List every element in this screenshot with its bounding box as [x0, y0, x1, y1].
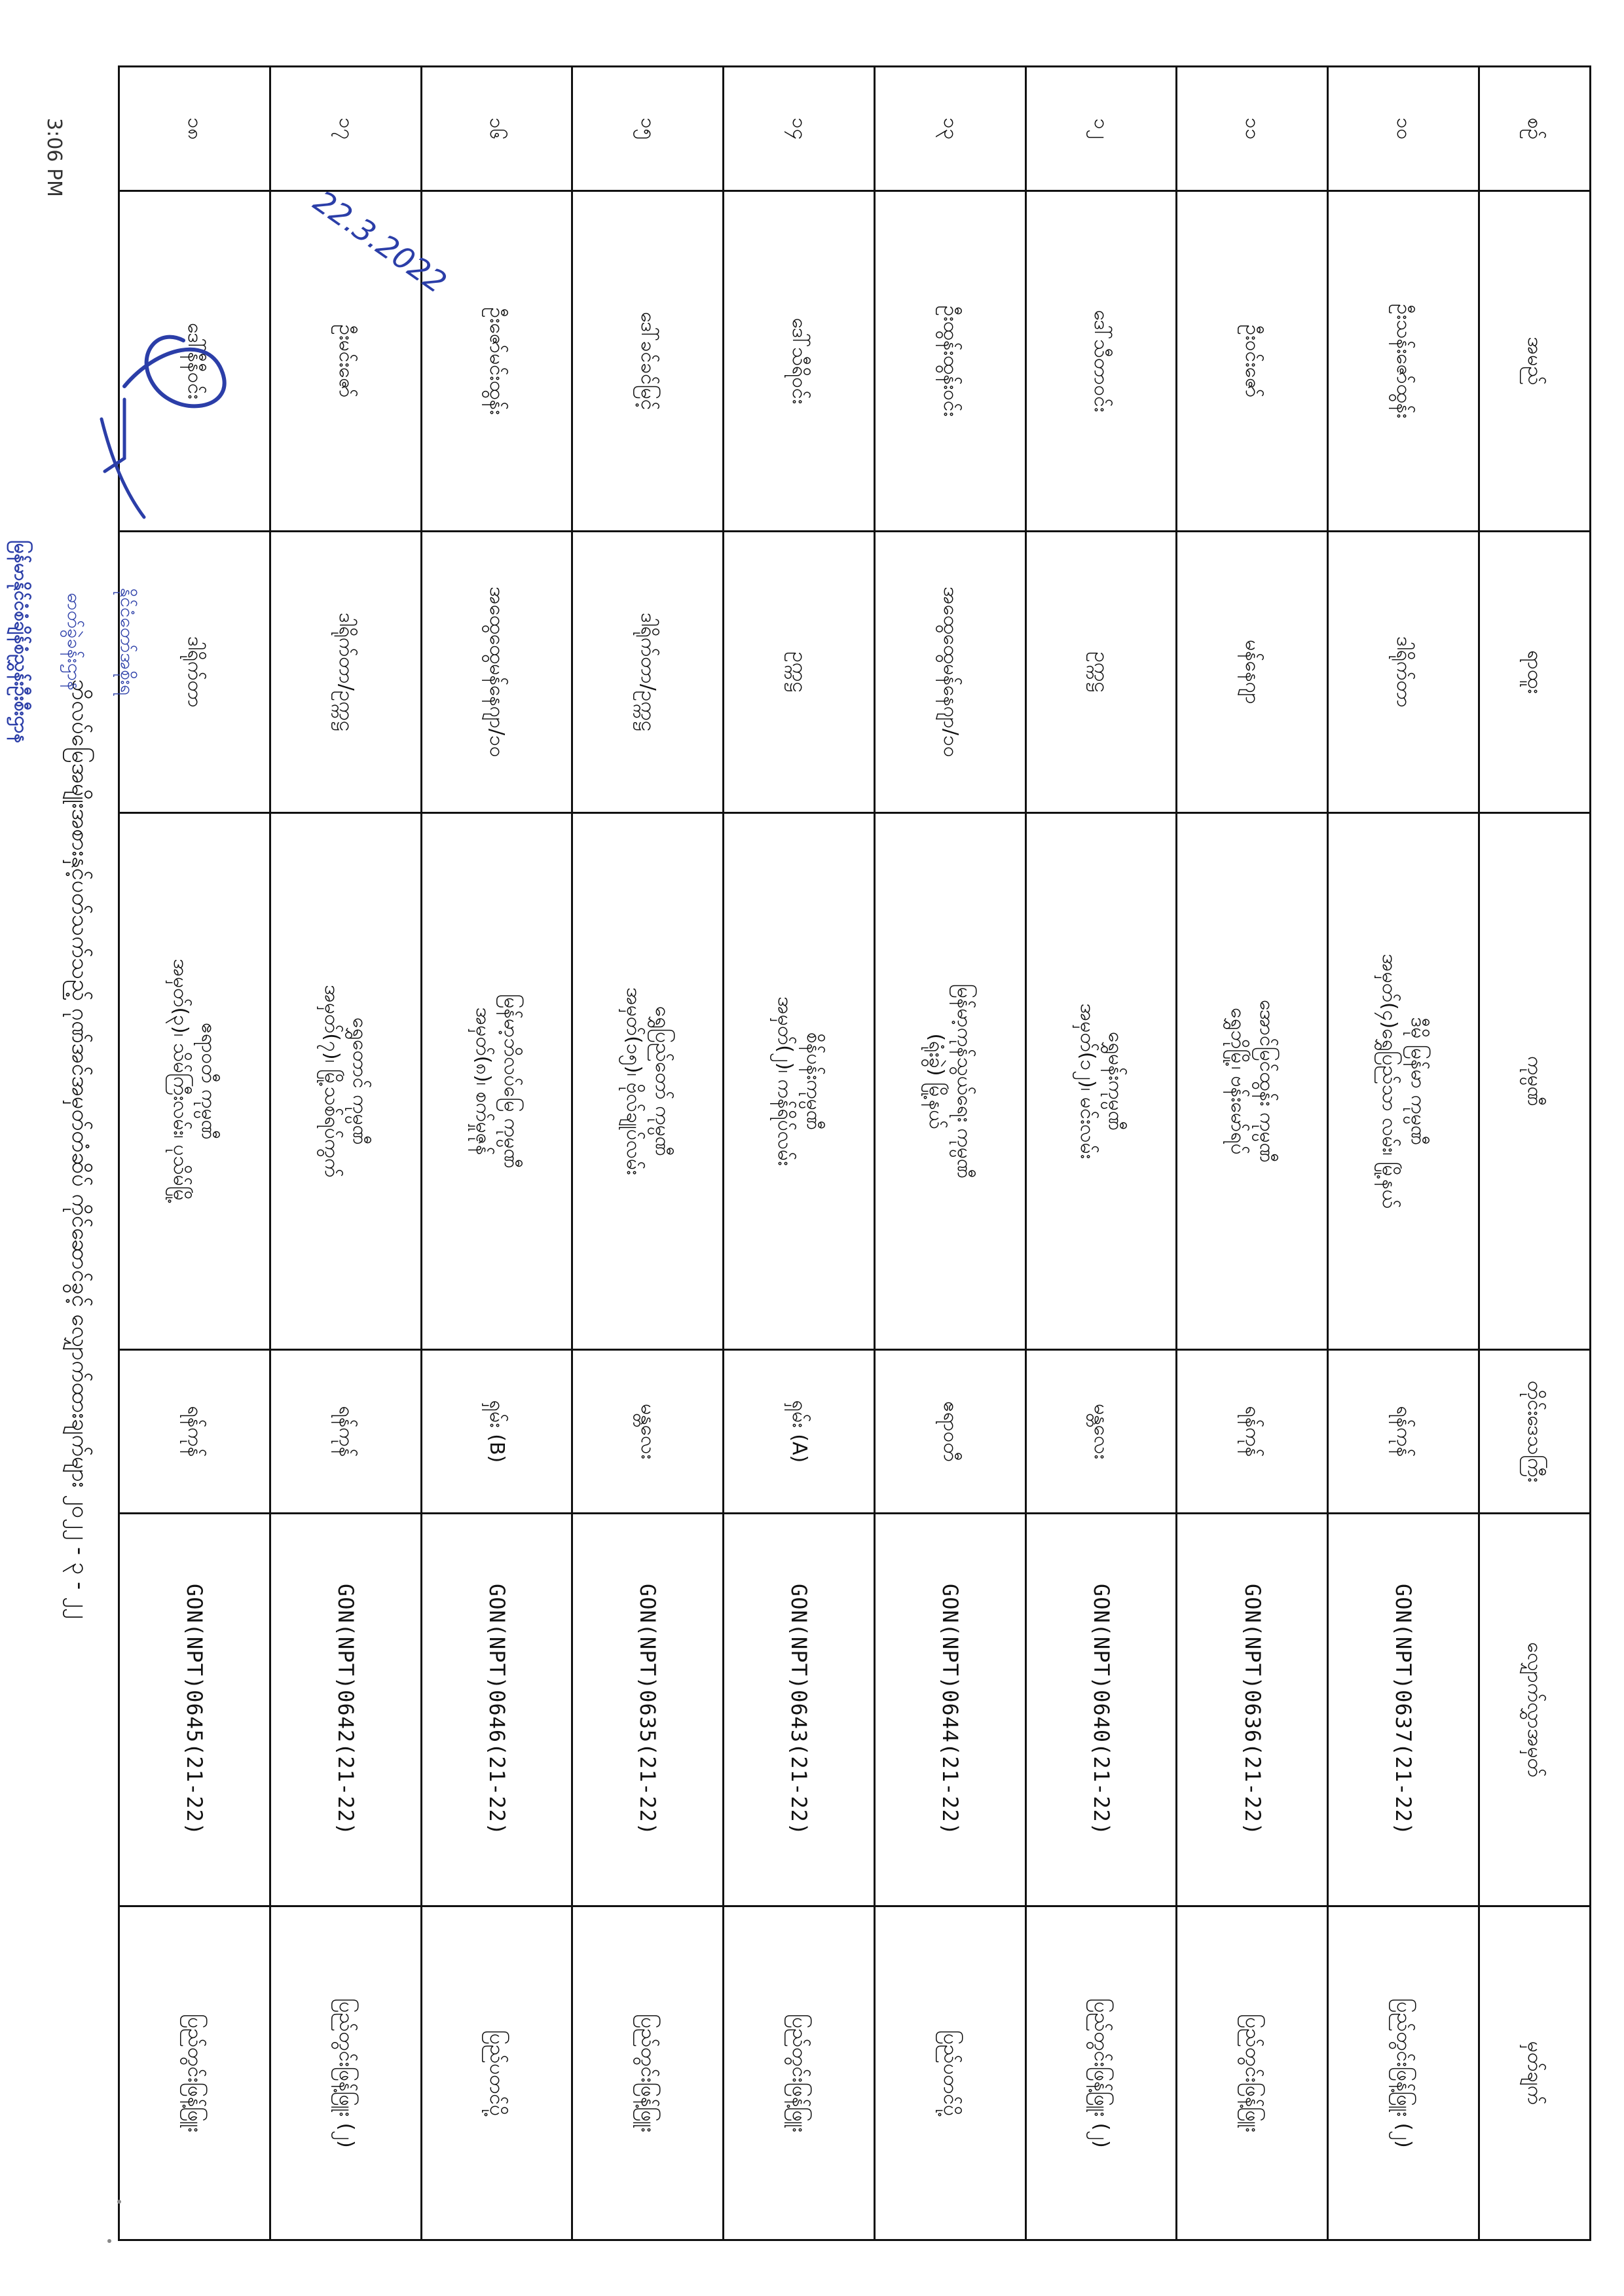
- cell-remark: ပြည်တွင်းဖြန့်ဖြူး: [572, 1906, 724, 2240]
- cell-title: ဥက္ကဋ္ဌ: [1025, 532, 1177, 813]
- cell-company: ဒီမို မြန်မာ ကုမ္ပဏီ အမှတ်(၄)ရွှေပြည်သာ လမ်း၊ မြို့နယ်: [1328, 813, 1479, 1350]
- cell-remark: ပြည်ပတင်ပို့: [421, 1906, 572, 2240]
- cell-title: ဥက္ကဋ္ဌ: [724, 532, 875, 813]
- cell-division: မန္တလေး: [1025, 1350, 1177, 1514]
- cell-division: မန္တလေး: [572, 1350, 724, 1514]
- cell-title: ဒါရိုက်တာ: [119, 532, 270, 813]
- cell-title: မန်နေဂျာ: [1177, 532, 1328, 813]
- cell-title: အထွေထွေမန်နေဂျာ/၁၀: [874, 532, 1025, 813]
- table-row: [874, 67, 1025, 2240]
- cell-company: ရွှေပြည်တော် ကုမ္ပဏီ အမှတ်(၁၅)၊ ဗိုလ်ချုပ်လမ်း: [572, 813, 724, 1350]
- cell-reference: GON(NPT)0635(21-22): [572, 1514, 724, 1906]
- cell-company: ရွှေမန်းကုမ္ပဏီ အမှတ်(၁၂)၊ မင်းလမ်း: [1025, 813, 1177, 1350]
- cell-division: ရန်ကုန်: [119, 1350, 270, 1514]
- cell-no: ၁၅: [572, 67, 724, 191]
- stamp-line: ဓာတ်ခွဲခန်းဌာန: [64, 592, 86, 691]
- cell-company: အောင်မြင်ထွန်း ကုမ္ပဏီ ရွှေဘိုမြို့၊ ဗန်းမော်ရပ်: [1177, 813, 1328, 1350]
- cell-reference: GON(NPT)0646(21-22): [421, 1514, 572, 1906]
- table-row: [724, 67, 875, 2240]
- cell-no: ၁၀: [1328, 67, 1479, 191]
- scan-dot: [117, 2200, 121, 2204]
- cell-company: စိန်ပန်းကုမ္ပဏီ အမှတ်(၂)၊ ကန်ရိပ်လမ်း: [724, 813, 875, 1350]
- cell-no: ၁၁: [1177, 67, 1328, 191]
- header-division: တိုင်းဒေသကြီး: [1479, 1350, 1591, 1514]
- cell-division: ရန်ကုန်: [1177, 1350, 1328, 1514]
- cell-company: ဧရာဝတီ ကုမ္ပဏီ အမှတ်(၃)၊ သိမ်ကြီးလမ်း၊ ပုသိမ်မြို့: [119, 813, 270, 1350]
- cell-no: ၁၄: [724, 67, 875, 191]
- cell-name: ဒေါ်သီရိဝင်း: [724, 191, 875, 532]
- cell-reference: GON(NPT)0636(21-22): [1177, 1514, 1328, 1906]
- header-reference: လျှောက်လွှာအမှတ်: [1479, 1514, 1591, 1906]
- stamp-line: နိုင်ငံတော်အစိုးရ: [117, 587, 139, 696]
- cell-reference: GON(NPT)0637(21-22): [1328, 1514, 1479, 1906]
- time-stamp: 3:06 PM: [43, 118, 65, 197]
- cell-remark: ပြည်တွင်းဖြန့်ဖြူး (၂): [1328, 1906, 1479, 2240]
- cell-remark: ပြည်တွင်းဖြန့်ဖြူး: [724, 1906, 875, 2240]
- stamp-line: မြန်မာနိုင်ငံစံချိန်စံညွှန်းဦးစီးဌာန: [10, 539, 33, 744]
- cell-name: ဦးမင်းဇော်: [270, 191, 421, 532]
- table-row: [1328, 67, 1479, 2240]
- cell-name: ဦးထွန်းထွန်းဝင်း: [874, 191, 1025, 532]
- signature-date: 22.3.2022: [307, 183, 453, 301]
- cell-title: ဒါရိုက်တာ/ဥက္ကဋ္ဌ: [270, 532, 421, 813]
- cell-remark: ပြည်တွင်းဖြန့်ဖြူး: [119, 1906, 270, 2240]
- cell-name: ဒေါ်ခင်ခင်မြင့်: [572, 191, 724, 532]
- cell-division: ရန်ကုန်: [270, 1350, 421, 1514]
- cell-name: ဒေါ်နီနီဝင်း: [119, 191, 270, 532]
- cell-remark: ပြည်တွင်းဖြန့်ဖြူး (၂): [1025, 1906, 1177, 2240]
- header-name: အမည်: [1479, 191, 1591, 532]
- cell-reference: GON(NPT)0642(21-22): [270, 1514, 421, 1906]
- cell-no: ၁၈: [119, 67, 270, 191]
- cell-no: ၁၆: [421, 67, 572, 191]
- cell-title: ဒါရိုက်တာ: [1328, 532, 1479, 813]
- cell-reference: GON(NPT)0643(21-22): [724, 1514, 875, 1906]
- cell-name: ဦးဝင်းဇော်: [1177, 191, 1328, 532]
- header-remark: မှတ်ချက်: [1479, 1906, 1591, 2240]
- cell-division: ရန်ကုန်: [1328, 1350, 1479, 1514]
- header-title: ရာထူး: [1479, 532, 1591, 813]
- cell-remark: ပြည်တွင်းဖြန့်ဖြူး: [1177, 1906, 1328, 2240]
- cell-name: ဒေါ်သီတာဝင်း: [1025, 191, 1177, 532]
- cell-reference: GON(NPT)0644(21-22): [874, 1514, 1025, 1906]
- header-company: ကုမ္ပဏီ: [1479, 813, 1591, 1350]
- cell-no: ၁၃: [874, 67, 1025, 191]
- cell-name: ဦးဇော်မင်းထွန်း: [421, 191, 572, 532]
- cell-reference: GON(NPT)0645(21-22): [119, 1514, 270, 1906]
- cell-company: ရွှေတောင် ကုမ္ပဏီ အမှတ်(၇)၊ မြို့သစ်ရပ်ကွက်: [270, 813, 421, 1350]
- cell-no: ၁၂: [1025, 67, 1177, 191]
- cell-company: မြန်မာ့ကုန်သွယ်ရေး ကုမ္ပဏီ (ရုံးခွဲ) မြို့နယ်: [874, 813, 1025, 1350]
- cell-division: ရှမ်း (A): [724, 1350, 875, 1514]
- scan-dot: [107, 2239, 111, 2243]
- cell-company: မြန်မာ့ဘိလပ်မြေ ကုမ္ပဏီ အမှတ်(၈)၊ စက်မှုဇုန်: [421, 813, 572, 1350]
- cell-title: ဒါရိုက်တာ/ဥက္ကဋ္ဌ: [572, 532, 724, 813]
- cell-no: ၁၇: [270, 67, 421, 191]
- document-title: ဘိလပ်မြေအမျိုးအစားနှင့်ပတ်သက်သည့် ဂုဏ်အင်အမှတ်တံဆိပ် ကိုင်ဆောင်ခွင့် လျှောက်ထားချက်များ ၂၀၂၂ - ၃ - ၂၂: [67, 679, 93, 1619]
- cell-name: ဦးသန်းဇော်ထွန်း: [1328, 191, 1479, 532]
- table-row: [421, 67, 572, 2240]
- table-row: [1177, 67, 1328, 2240]
- header-no: စဉ်: [1479, 67, 1591, 191]
- cell-title: အထွေထွေမန်နေဂျာ/၁၀: [421, 532, 572, 813]
- cell-remark: ပြည်ပတင်ပို့: [874, 1906, 1025, 2240]
- cell-division: ဧရာဝတီ: [874, 1350, 1025, 1514]
- table-header-row: [1479, 67, 1591, 2240]
- cell-division: ရှမ်း (B): [421, 1350, 572, 1514]
- cell-reference: GON(NPT)0640(21-22): [1025, 1514, 1177, 1906]
- cell-remark: ပြည်တွင်းဖြန့်ဖြူး (၂): [270, 1906, 421, 2240]
- table-row: [1025, 67, 1177, 2240]
- table-row: [572, 67, 724, 2240]
